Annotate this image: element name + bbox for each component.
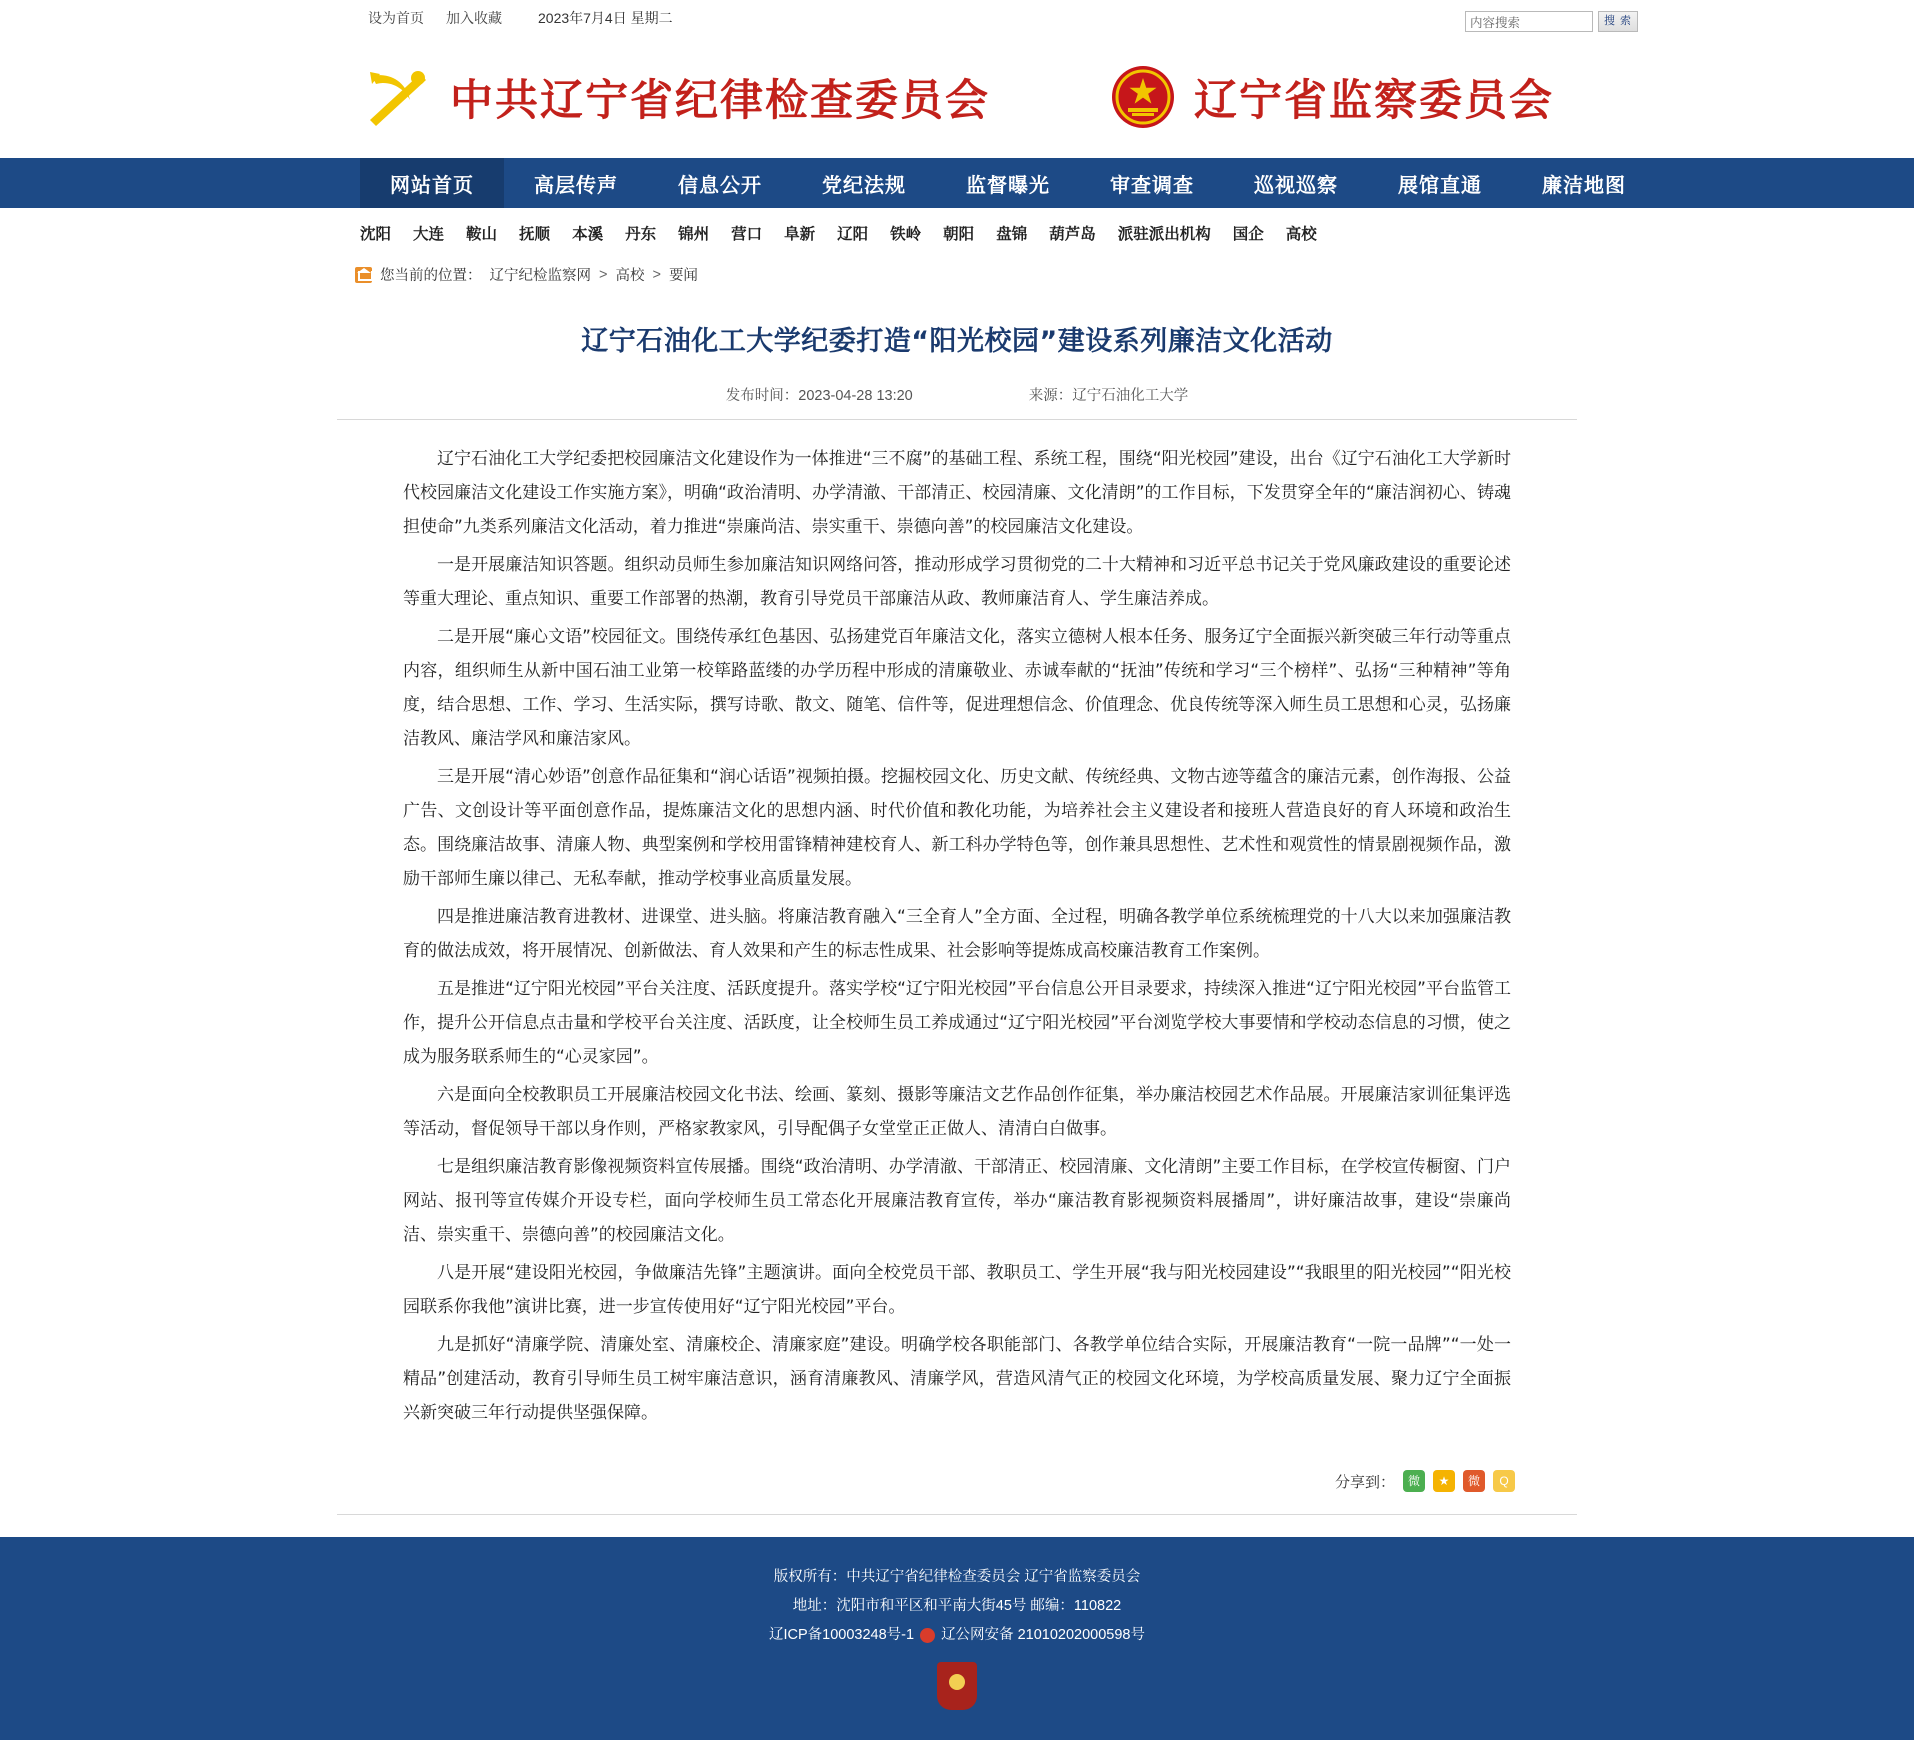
subnav-item-fushun[interactable]: 抚顺 bbox=[519, 226, 551, 243]
article-meta bbox=[337, 384, 1577, 420]
subnav-item-huludao[interactable]: 葫芦岛 bbox=[1049, 226, 1096, 243]
masthead bbox=[0, 36, 1914, 158]
wechat-icon[interactable]: 微 bbox=[1403, 1470, 1425, 1492]
hammer-sickle-icon bbox=[360, 64, 434, 130]
publish-time: 发布时间：2023-04-28 13:20 bbox=[725, 388, 913, 404]
footer-icp-row bbox=[0, 1621, 1914, 1650]
subnav-item-chaoyang[interactable]: 朝阳 bbox=[943, 226, 975, 243]
subnav-item-fuxin[interactable]: 阜新 bbox=[784, 226, 816, 243]
article-paragraph: 六是面向全校教职员工开展廉洁校园文化书法、绘画、篆刻、摄影等廉洁文艺作品创作征集，举办廉洁校园艺术作品展。开展廉洁家训征集评选等活动，督促领导干部以身作则，严格家教家风，引导配偶子女堂堂正正做人、清清白白做事。 bbox=[403, 1085, 1511, 1139]
article-paragraph: 一是开展廉洁知识答题。组织动员师生参加廉洁知识网络问答，推动形成学习贯彻党的二十大精神和习近平总书记关于党风廉政建设的重要论述等重大理论、重点知识、重要工作部署的热潮，教育引导党员干部廉洁从政、教师廉洁育人、学生廉洁养成。 bbox=[403, 555, 1511, 609]
set-homepage-link[interactable]: 设为首页 bbox=[368, 10, 424, 26]
article-paragraph: 辽宁石油化工大学纪委把校园廉洁文化建设作为一体推进“三不腐”的基础工程、系统工程，围绕“阳光校园”建设，出台《辽宁石油化工大学新时代校园廉洁文化建设工作实施方案》，明确“政治清明、办学清澈、干部清正、校园清廉、文化清朗”的工作目标，下发贯穿全年的“廉洁润初心、铸魂担使命”九类系列廉洁文化活动，着力推进“崇廉尚洁、崇实重干、崇德向善”的校园廉洁文化建设。 bbox=[403, 449, 1511, 537]
subnav-item-dandong[interactable]: 丹东 bbox=[625, 226, 657, 243]
article-paragraph: 三是开展“清心妙语”创意作品征集和“润心话语”视频拍摄。挖掘校园文化、历史文献、传统经典、文物古迹等蕴含的廉洁元素，创作海报、公益广告、文创设计等平面创意作品，提炼廉洁文化的思想内涵、时代价值和教化功能，为培养社会主义建设者和接班人营造良好的育人环境和政治生态。围绕廉洁故事、清廉人物、典型案例和学校用雷锋精神建校育人、新工科办学特色等，创作兼具思想性、艺术性和观赏性的情景剧视频作品，激励干部师生廉以律己、无私奉献，推动学校事业高质量发展。 bbox=[403, 767, 1511, 889]
breadcrumb-separator-2: > bbox=[652, 266, 661, 283]
add-favorite-link[interactable]: 加入收藏 bbox=[446, 10, 502, 26]
nav-item-investigation[interactable]: 审查调查 bbox=[1110, 174, 1194, 197]
nav-item-home[interactable]: 网站首页 bbox=[360, 158, 504, 208]
nav-item-regulations[interactable]: 党纪法规 bbox=[822, 174, 906, 197]
nav-item-exhibition[interactable]: 展馆直通 bbox=[1398, 174, 1482, 197]
footer-police-number[interactable]: 辽公网安备 21010202000598号 bbox=[941, 1627, 1145, 1643]
content-divider bbox=[337, 1514, 1577, 1515]
article-body bbox=[337, 420, 1577, 1430]
article-paragraph: 二是开展“廉心文语”校园征文。围绕传承红色基因、弘扬建党百年廉洁文化，落实立德树人根本任务、服务辽宁全面振兴新突破三年行动等重点内容，组织师生从新中国石油工业第一校筚路蓝缕的办学历程中形成的清廉敬业、赤诚奉献的“抚油”传统和学习“三个榜样”、弘扬“三种精神”等角度，结合思想、工作、学习、生活实际，撰写诗歌、散文、随笔、信件等，促进理想信念、价值理念、优良传统等深入师生员工思想和心灵，弘扬廉洁教风、廉洁学风和廉洁家风。 bbox=[403, 627, 1511, 749]
top-utility-bar bbox=[0, 0, 1914, 36]
subnav-item-jinzhou[interactable]: 锦州 bbox=[678, 226, 710, 243]
subnav-item-panjin[interactable]: 盘锦 bbox=[996, 226, 1028, 243]
search-button[interactable]: 搜 索 bbox=[1598, 11, 1638, 32]
breadcrumb-item-news[interactable]: 要闻 bbox=[668, 268, 698, 284]
search-box bbox=[1465, 11, 1638, 32]
main-navigation bbox=[0, 158, 1914, 208]
nav-item-exposure[interactable]: 监督曝光 bbox=[966, 174, 1050, 197]
topbar-links bbox=[368, 8, 673, 28]
article-paragraph: 七是组织廉洁教育影像视频资料宣传展播。围绕“政治清明、办学清澈、干部清正、校园清廉、文化清朗”主要工作目标，在学校宣传橱窗、门户网站、报刊等宣传媒介开设专栏，面向学校师生员工常态化开展廉洁教育宣传，举办“廉洁教育影视频资料展播周”，讲好廉洁故事，建设“崇廉尚洁、崇实重干、崇德向善”的校园廉洁文化。 bbox=[403, 1157, 1511, 1245]
subnav-item-universities[interactable]: 高校 bbox=[1285, 226, 1317, 243]
subnav-item-benxi[interactable]: 本溪 bbox=[572, 226, 604, 243]
subnav-item-tieling[interactable]: 铁岭 bbox=[890, 226, 922, 243]
subnav-item-anshan[interactable]: 鞍山 bbox=[466, 226, 498, 243]
site-title-left: 中共辽宁省纪律检查委员会 bbox=[450, 75, 990, 126]
police-badge-icon bbox=[920, 1628, 935, 1643]
subnav-item-yingkou[interactable]: 营口 bbox=[731, 226, 763, 243]
article-paragraph: 八是开展“建设阳光校园，争做廉洁先锋”主题演讲。面向全校党员干部、教职员工、学生开展“我与阳光校园建设”“我眼里的阳光校园”“阳光校园联系你我他”演讲比赛，进一步宣传使用好“辽宁阳光校园”平台。 bbox=[403, 1263, 1511, 1317]
nav-item-integrity-map[interactable]: 廉洁地图 bbox=[1542, 174, 1626, 197]
national-emblem-icon bbox=[1108, 64, 1178, 130]
region-subnav bbox=[0, 208, 1914, 254]
brand-supervisory bbox=[1108, 64, 1554, 130]
article-paragraph: 五是推进“辽宁阳光校园”平台关注度、活跃度提升。落实学校“辽宁阳光校园”平台信息公开目录要求，持续深入推进“辽宁阳光校园”平台监管工作，提升公开信息点击量和学校平台关注度、活跃度，让全校师生员工养成通过“辽宁阳光校园”平台浏览学校大事要情和学校动态信息的习惯，使之成为服务联系师生的“心灵家园”。 bbox=[403, 979, 1511, 1067]
article-paragraph: 九是抓好“清廉学院、清廉处室、清廉校企、清廉家庭”建设。明确学校各职能部门、各教学单位结合实际，开展廉洁教育“一院一品牌”“一处一精品”创建活动，教育引导师生员工树牢廉洁意识，涵育清廉教风、清廉学风，营造风清气正的校园文化环境，为学校高质量发展、聚力辽宁全面振兴新突破三年行动提供坚强保障。 bbox=[403, 1335, 1511, 1423]
home-icon[interactable] bbox=[355, 267, 372, 283]
footer-icp-number[interactable]: 辽ICP备10003248号-1 bbox=[768, 1627, 915, 1643]
breadcrumb-item-universities[interactable]: 高校 bbox=[615, 268, 645, 284]
subnav-item-soe[interactable]: 国企 bbox=[1232, 226, 1264, 243]
government-seal-icon[interactable] bbox=[937, 1662, 977, 1710]
breadcrumb-item-site[interactable]: 辽宁纪检监察网 bbox=[489, 268, 591, 284]
site-title-right: 辽宁省监察委员会 bbox=[1194, 75, 1554, 126]
page-title: 辽宁石油化工大学纪委打造“阳光校园”建设系列廉洁文化活动 bbox=[581, 326, 1333, 357]
footer bbox=[0, 1537, 1914, 1740]
nav-item-disclosure[interactable]: 信息公开 bbox=[678, 174, 762, 197]
subnav-item-dispatched[interactable]: 派驻派出机构 bbox=[1117, 226, 1211, 243]
weibo-icon[interactable]: 微 bbox=[1463, 1470, 1485, 1492]
nav-item-inspection[interactable]: 巡视巡察 bbox=[1254, 174, 1338, 197]
breadcrumb-separator-1: > bbox=[599, 266, 608, 283]
footer-address: 地址：沈阳市和平区和平南大街45号 邮编：110822 bbox=[792, 1598, 1122, 1614]
qzone-icon[interactable]: Q bbox=[1493, 1470, 1515, 1492]
current-date: 2023年7月4日 星期二 bbox=[538, 10, 673, 26]
breadcrumb-prefix: 您当前的位置： bbox=[380, 268, 482, 284]
favorite-icon[interactable]: ★ bbox=[1433, 1470, 1455, 1492]
brand-ccdi bbox=[360, 64, 990, 130]
nav-item-leadership[interactable]: 高层传声 bbox=[534, 174, 618, 197]
breadcrumb bbox=[355, 264, 1914, 285]
article bbox=[337, 319, 1577, 1502]
share-label: 分享到： bbox=[1334, 1473, 1395, 1491]
article-paragraph: 四是推进廉洁教育进教材、进课堂、进头脑。将廉洁教育融入“三全育人”全方面、全过程，明确各教学单位系统梳理党的十八大以来加强廉洁教育的做法成效，将开展情况、创新做法、育人效果和产生的标志性成果、社会影响等提炼成高校廉洁教育工作案例。 bbox=[403, 907, 1511, 961]
subnav-item-dalian[interactable]: 大连 bbox=[413, 226, 445, 243]
search-input[interactable] bbox=[1465, 11, 1593, 32]
article-source: 来源：辽宁石油化工大学 bbox=[1028, 388, 1189, 404]
subnav-item-liaoyang[interactable]: 辽阳 bbox=[837, 226, 869, 243]
footer-copyright: 版权所有：中共辽宁省纪律检查委员会 辽宁省监察委员会 bbox=[773, 1569, 1141, 1585]
subnav-item-shenyang[interactable]: 沈阳 bbox=[360, 226, 392, 243]
share-bar bbox=[337, 1434, 1577, 1492]
